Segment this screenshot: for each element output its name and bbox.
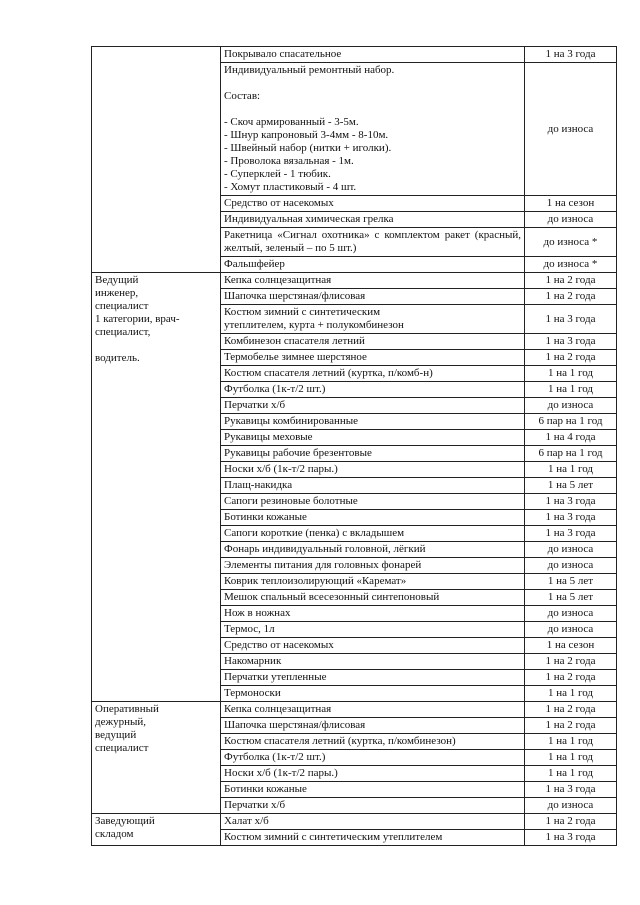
issue-norm-cell: 1 на 2 года: [525, 670, 617, 686]
item-line: [224, 77, 521, 90]
issue-norm-cell: 1 на 2 года: [525, 814, 617, 830]
item-cell: [221, 686, 525, 702]
item-cell: [221, 638, 525, 654]
item-name: Ракетница «Сигнал охотника» с комплектом ракет (красный, желтый, зеленый – по 5 шт.): [224, 229, 521, 254]
table-row: [92, 702, 617, 718]
item-cell: [221, 446, 525, 462]
item-cell: [221, 478, 525, 494]
item-cell: [221, 702, 525, 718]
issue-norm-cell: до износа: [525, 606, 617, 622]
item-cell: [221, 734, 525, 750]
issue-norm-cell: 1 на 1 год: [525, 734, 617, 750]
item-name: Фальшфейер: [224, 258, 285, 270]
equipment-norms-table: [91, 46, 617, 846]
issue-norm-cell: 1 на 1 год: [525, 766, 617, 782]
item-cell: [221, 273, 525, 289]
item-cell: [221, 382, 525, 398]
position-line: Оперативный: [95, 703, 159, 715]
item-line: - Скоч армированный - 3-5м.: [224, 116, 359, 128]
item-name: Накомарник: [224, 655, 282, 667]
item-name: Ботинки кожаные: [224, 783, 307, 795]
item-name: Халат х/б: [224, 815, 269, 827]
issue-norm-cell: 1 на сезон: [525, 196, 617, 212]
item-cell: [221, 494, 525, 510]
item-name: Шапочка шерстяная/флисовая: [224, 719, 366, 731]
item-cell: [221, 830, 525, 846]
issue-norm-cell: 1 на 5 лет: [525, 478, 617, 494]
item-name: Средство от насекомых: [224, 639, 334, 651]
item-name: Сапоги резиновые болотные: [224, 495, 358, 507]
item-line: - Проволока вязальная - 1м.: [224, 155, 354, 167]
table-body: [92, 47, 617, 846]
item-name: Перчатки х/б: [224, 799, 286, 811]
position-line: специалист: [95, 300, 149, 312]
item-name: Элементы питания для головных фонарей: [224, 559, 422, 571]
table-row: [92, 273, 617, 289]
issue-norm-cell: до износа: [525, 63, 617, 196]
position-line: [95, 339, 217, 352]
item-line: - Хомут пластиковый - 4 шт.: [224, 181, 357, 193]
item-cell: [221, 430, 525, 446]
issue-norm-cell: 6 пар на 1 год: [525, 414, 617, 430]
item-line: - Суперклей - 1 тюбик.: [224, 168, 331, 180]
issue-norm-cell: 1 на 2 года: [525, 654, 617, 670]
issue-norm-cell: 1 на 3 года: [525, 830, 617, 846]
issue-norm-cell: 1 на 3 года: [525, 526, 617, 542]
issue-norm-cell: 1 на 4 года: [525, 430, 617, 446]
issue-norm-cell: 1 на 3 года: [525, 334, 617, 350]
item-name: Носки х/б (1к-т/2 пары.): [224, 767, 338, 779]
issue-norm-cell: 1 на 2 года: [525, 718, 617, 734]
item-line: Индивидуальный ремонтный набор.: [224, 64, 395, 76]
item-cell: [221, 574, 525, 590]
issue-norm-cell: до износа: [525, 622, 617, 638]
item-line: [224, 103, 521, 116]
issue-norm-cell: 1 на 2 года: [525, 273, 617, 289]
item-name: Термос, 1л: [224, 623, 275, 635]
issue-norm-cell: 1 на 3 года: [525, 510, 617, 526]
item-name: Футболка (1к-т/2 шт.): [224, 383, 326, 395]
item-cell: [221, 782, 525, 798]
issue-norm-cell: 1 на 1 год: [525, 750, 617, 766]
item-name: Рукавицы меховые: [224, 431, 313, 443]
issue-norm-cell: 1 на 2 года: [525, 289, 617, 305]
position-line: специалист,: [95, 326, 151, 338]
item-line: Костюм зимний с синтетическим: [224, 306, 381, 318]
item-name: Индивидуальная химическая грелка: [224, 213, 394, 225]
item-cell: [221, 510, 525, 526]
item-cell: [221, 289, 525, 305]
item-name: Перчатки х/б: [224, 399, 286, 411]
item-name: Термоноски: [224, 687, 281, 699]
issue-norm-cell: до износа: [525, 398, 617, 414]
item-name: Костюм спасателя летний (куртка, п/комб-н): [224, 367, 433, 379]
item-name: Футболка (1к-т/2 шт.): [224, 751, 326, 763]
item-cell: [221, 305, 525, 334]
item-name: Кепка солнцезащитная: [224, 703, 332, 715]
issue-norm-cell: до износа *: [525, 228, 617, 257]
issue-norm-cell: 1 на 3 года: [525, 305, 617, 334]
item-name: Рукавицы рабочие брезентовые: [224, 447, 372, 459]
item-cell: [221, 462, 525, 478]
item-name: Средство от насекомых: [224, 197, 334, 209]
item-cell: [221, 257, 525, 273]
item-cell: [221, 398, 525, 414]
item-cell: [221, 334, 525, 350]
item-name: Шапочка шерстяная/флисовая: [224, 290, 366, 302]
issue-norm-cell: 1 на 1 год: [525, 686, 617, 702]
position-cell: [92, 702, 221, 814]
item-cell: [221, 670, 525, 686]
item-cell: [221, 590, 525, 606]
item-cell: [221, 558, 525, 574]
item-cell: [221, 654, 525, 670]
item-name: Комбинезон спасателя летний: [224, 335, 365, 347]
position-line: ведущий: [95, 729, 137, 741]
item-name: Покрывало спасательное: [224, 48, 342, 60]
item-name: Перчатки утепленные: [224, 671, 327, 683]
issue-norm-cell: до износа: [525, 542, 617, 558]
item-name: Костюм спасателя летний (куртка, п/комбинезон): [224, 735, 456, 747]
position-line: инженер,: [95, 287, 139, 299]
item-cell: [221, 798, 525, 814]
position-cell: [92, 273, 221, 702]
table-row: [92, 814, 617, 830]
issue-norm-cell: 1 на 2 года: [525, 702, 617, 718]
position-line: водитель.: [95, 352, 140, 364]
item-cell: [221, 526, 525, 542]
item-cell: [221, 228, 525, 257]
issue-norm-cell: 1 на 1 год: [525, 382, 617, 398]
issue-norm-cell: 1 на 2 года: [525, 350, 617, 366]
issue-norm-cell: 1 на 3 года: [525, 782, 617, 798]
item-name: Сапоги короткие (пенка) с вкладышем: [224, 527, 405, 539]
issue-norm-cell: 6 пар на 1 год: [525, 446, 617, 462]
issue-norm-cell: 1 на сезон: [525, 638, 617, 654]
issue-norm-cell: 1 на 5 лет: [525, 574, 617, 590]
item-name: Фонарь индивидуальный головной, лёгкий: [224, 543, 426, 555]
item-cell: [221, 212, 525, 228]
issue-norm-cell: 1 на 3 года: [525, 47, 617, 63]
issue-norm-cell: до износа: [525, 798, 617, 814]
issue-norm-cell: до износа *: [525, 257, 617, 273]
table-row: [92, 47, 617, 63]
item-line: - Шнур капроновый 3-4мм - 8-10м.: [224, 129, 389, 141]
issue-norm-cell: 1 на 1 год: [525, 462, 617, 478]
item-cell: [221, 366, 525, 382]
item-name: Термобелье зимнее шерстяное: [224, 351, 367, 363]
item-cell: [221, 766, 525, 782]
item-name: Кепка солнцезащитная: [224, 274, 332, 286]
item-cell: [221, 606, 525, 622]
item-cell: [221, 196, 525, 212]
item-cell: [221, 63, 525, 196]
item-name: Нож в ножнах: [224, 607, 291, 619]
position-line: Заведующий: [95, 815, 155, 827]
position-line: Ведущий: [95, 274, 139, 286]
item-cell: [221, 718, 525, 734]
issue-norm-cell: 1 на 3 года: [525, 494, 617, 510]
issue-norm-cell: до износа: [525, 558, 617, 574]
position-line: специалист: [95, 742, 149, 754]
position-line: дежурный,: [95, 716, 146, 728]
item-name: Костюм зимний с синтетическим утеплителем: [224, 831, 443, 843]
item-line: - Швейный набор (нитки + иголки).: [224, 142, 392, 154]
item-cell: [221, 814, 525, 830]
item-name: Ботинки кожаные: [224, 511, 307, 523]
item-cell: [221, 622, 525, 638]
item-name: Плащ-накидка: [224, 479, 293, 491]
item-name: Носки х/б (1к-т/2 пары.): [224, 463, 338, 475]
item-name: Мешок спальный всесезонный синтепоновый: [224, 591, 440, 603]
issue-norm-cell: 1 на 1 год: [525, 366, 617, 382]
item-cell: [221, 750, 525, 766]
position-line: складом: [95, 828, 134, 840]
issue-norm-cell: до износа: [525, 212, 617, 228]
item-cell: [221, 47, 525, 63]
item-name: Рукавицы комбинированные: [224, 415, 359, 427]
item-line: Состав:: [224, 90, 261, 102]
item-line: утеплителем, курта + полукомбинезон: [224, 319, 404, 331]
item-cell: [221, 414, 525, 430]
item-name: Коврик теплоизолирующий «Каремат»: [224, 575, 407, 587]
position-line: 1 категории, врач-: [95, 313, 180, 325]
item-cell: [221, 350, 525, 366]
position-cell: [92, 814, 221, 846]
position-cell: [92, 47, 221, 273]
item-cell: [221, 542, 525, 558]
issue-norm-cell: 1 на 5 лет: [525, 590, 617, 606]
